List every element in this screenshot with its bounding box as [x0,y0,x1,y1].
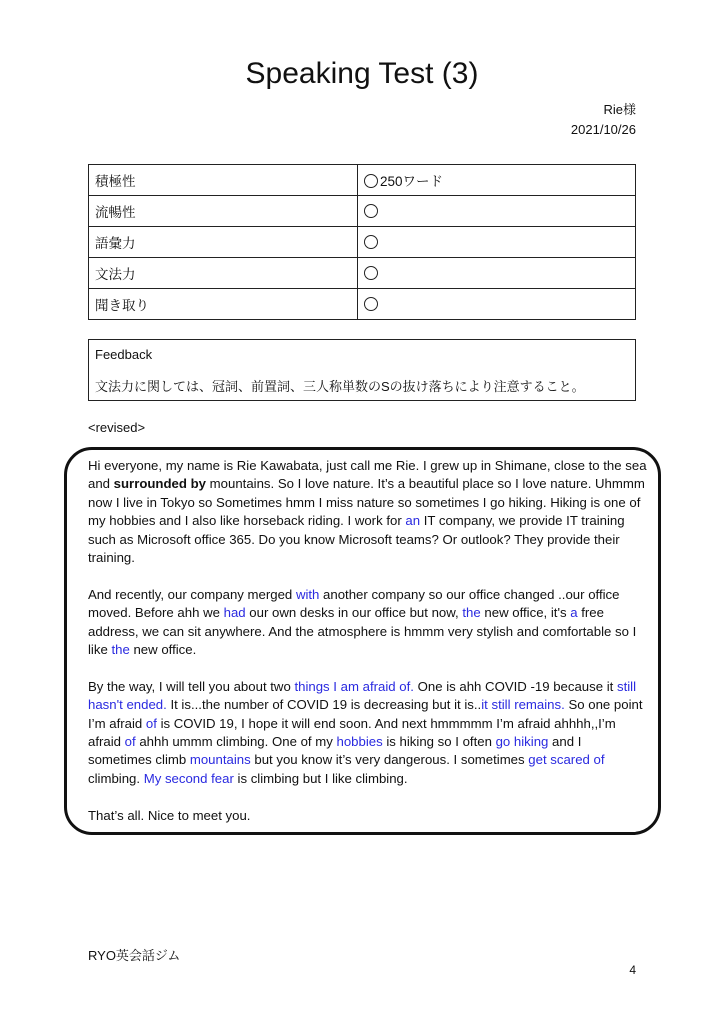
text-run: And recently, our company merged [88,586,296,602]
text-run: By the way, I will tell you about two [88,678,295,694]
text-run: and I sometimes climb [88,734,582,768]
feedback-box [88,339,636,401]
paragraph-fears [88,678,648,788]
correction: an [405,513,421,529]
text-run: is hiking so I often [382,734,496,750]
table-row [89,165,636,196]
text-run: So one point I’m afraid [88,697,643,731]
circle-icon [364,297,378,311]
correction: had [223,605,246,621]
paragraph-closing: That’s all. Nice to meet you. [88,807,251,823]
correction: it still remains. [481,697,565,713]
text-run: free address, we can sit anywhere. And the atmosphere is hmmm very stylish and comfortable so I like [88,605,637,658]
rating-label: 文法力 [89,258,358,289]
rating-value-cell [358,258,636,289]
text-run: One is ahh COVID -19 because it [413,678,617,694]
rating-value-cell [358,196,636,227]
correction: the [111,642,130,658]
text-run: new office, it's [480,605,571,621]
header-meta [571,100,636,140]
text-run: another company so our office changed ..our office moved. Before ahh we [88,586,620,621]
text-run: mountains. So I love nature. It’s a beautiful place so I love nature. Uhmmm now I live in Tokyo so Sometimes hmm I miss nature so sometimes I go hiking. Hiking is one of my hobbies and I also like horseback riding. I work for [88,476,645,529]
feedback-label: Feedback [95,347,153,362]
text-run: but you know it’s very dangerous. I sometimes [250,752,529,768]
text-run: our own desks in our office but now, [245,605,463,621]
text-run: Hi everyone, my name is Rie Kawabata, just call me Rie. I grew up in Shimane, close to the sea and [88,458,647,492]
text-run: is climbing but I like climbing. [233,770,408,786]
text-run: new office. [129,642,197,658]
text-run: It is...the number of COVID 19 is decreasing but it is.. [166,697,482,713]
student-name: Rie様 [603,102,636,117]
rating-label: 聞き取り [89,289,358,320]
correction: things I am afraid of. [294,678,414,694]
text-run: is COVID 19, I hope it will end soon. And next hmmmmm I’m afraid ahhhh,,I’m afraid [88,715,616,750]
circle-icon [364,204,378,218]
text-run: ahhh ummm climbing. One of my [135,734,337,750]
page-title: Speaking Test (3) [245,57,479,90]
rating-table [88,164,636,320]
correction: of [124,734,136,750]
table-row [89,258,636,289]
footer-brand: RYO英会話ジム [88,948,181,963]
bold-phrase: surrounded by [113,476,206,492]
correction: get scared of [528,752,605,768]
correction: mountains [189,752,251,768]
page-number: 4 [629,963,636,977]
correction: hobbies [336,734,383,750]
correction: My second fear [143,770,234,786]
correction: go hiking [495,734,549,750]
paragraph-intro [88,457,648,567]
rating-value-cell [358,165,636,196]
table-row [89,196,636,227]
revised-answer-text [88,457,648,843]
correction: the [462,605,481,621]
rating-label: 積極性 [89,165,358,196]
rating-label: 流暢性 [89,196,358,227]
rating-value: 250ワード [380,174,444,189]
circle-icon [364,266,378,280]
table-row [89,227,636,258]
feedback-text: 文法力に関しては、冠詞、前置詞、三人称単数のSの抜け落ちにより注意すること。 [95,379,585,394]
table-row [89,289,636,320]
paragraph-office [88,586,648,660]
circle-icon [364,174,378,188]
rating-value-cell [358,227,636,258]
correction: still hasn't ended. [88,678,637,713]
revised-label: <revised> [88,420,146,435]
circle-icon [364,235,378,249]
text-run: climbing. [88,770,144,786]
test-date: 2021/10/26 [570,122,636,137]
rating-label: 語彙力 [89,227,358,258]
rating-value-cell [358,289,636,320]
correction: of [145,715,157,731]
text-run: IT company, we provide IT training such as Microsoft office 365. Do you know Microsoft teams? Or outlook? They provide their training. [88,513,625,566]
correction: a [570,605,578,621]
correction: with [295,586,320,602]
